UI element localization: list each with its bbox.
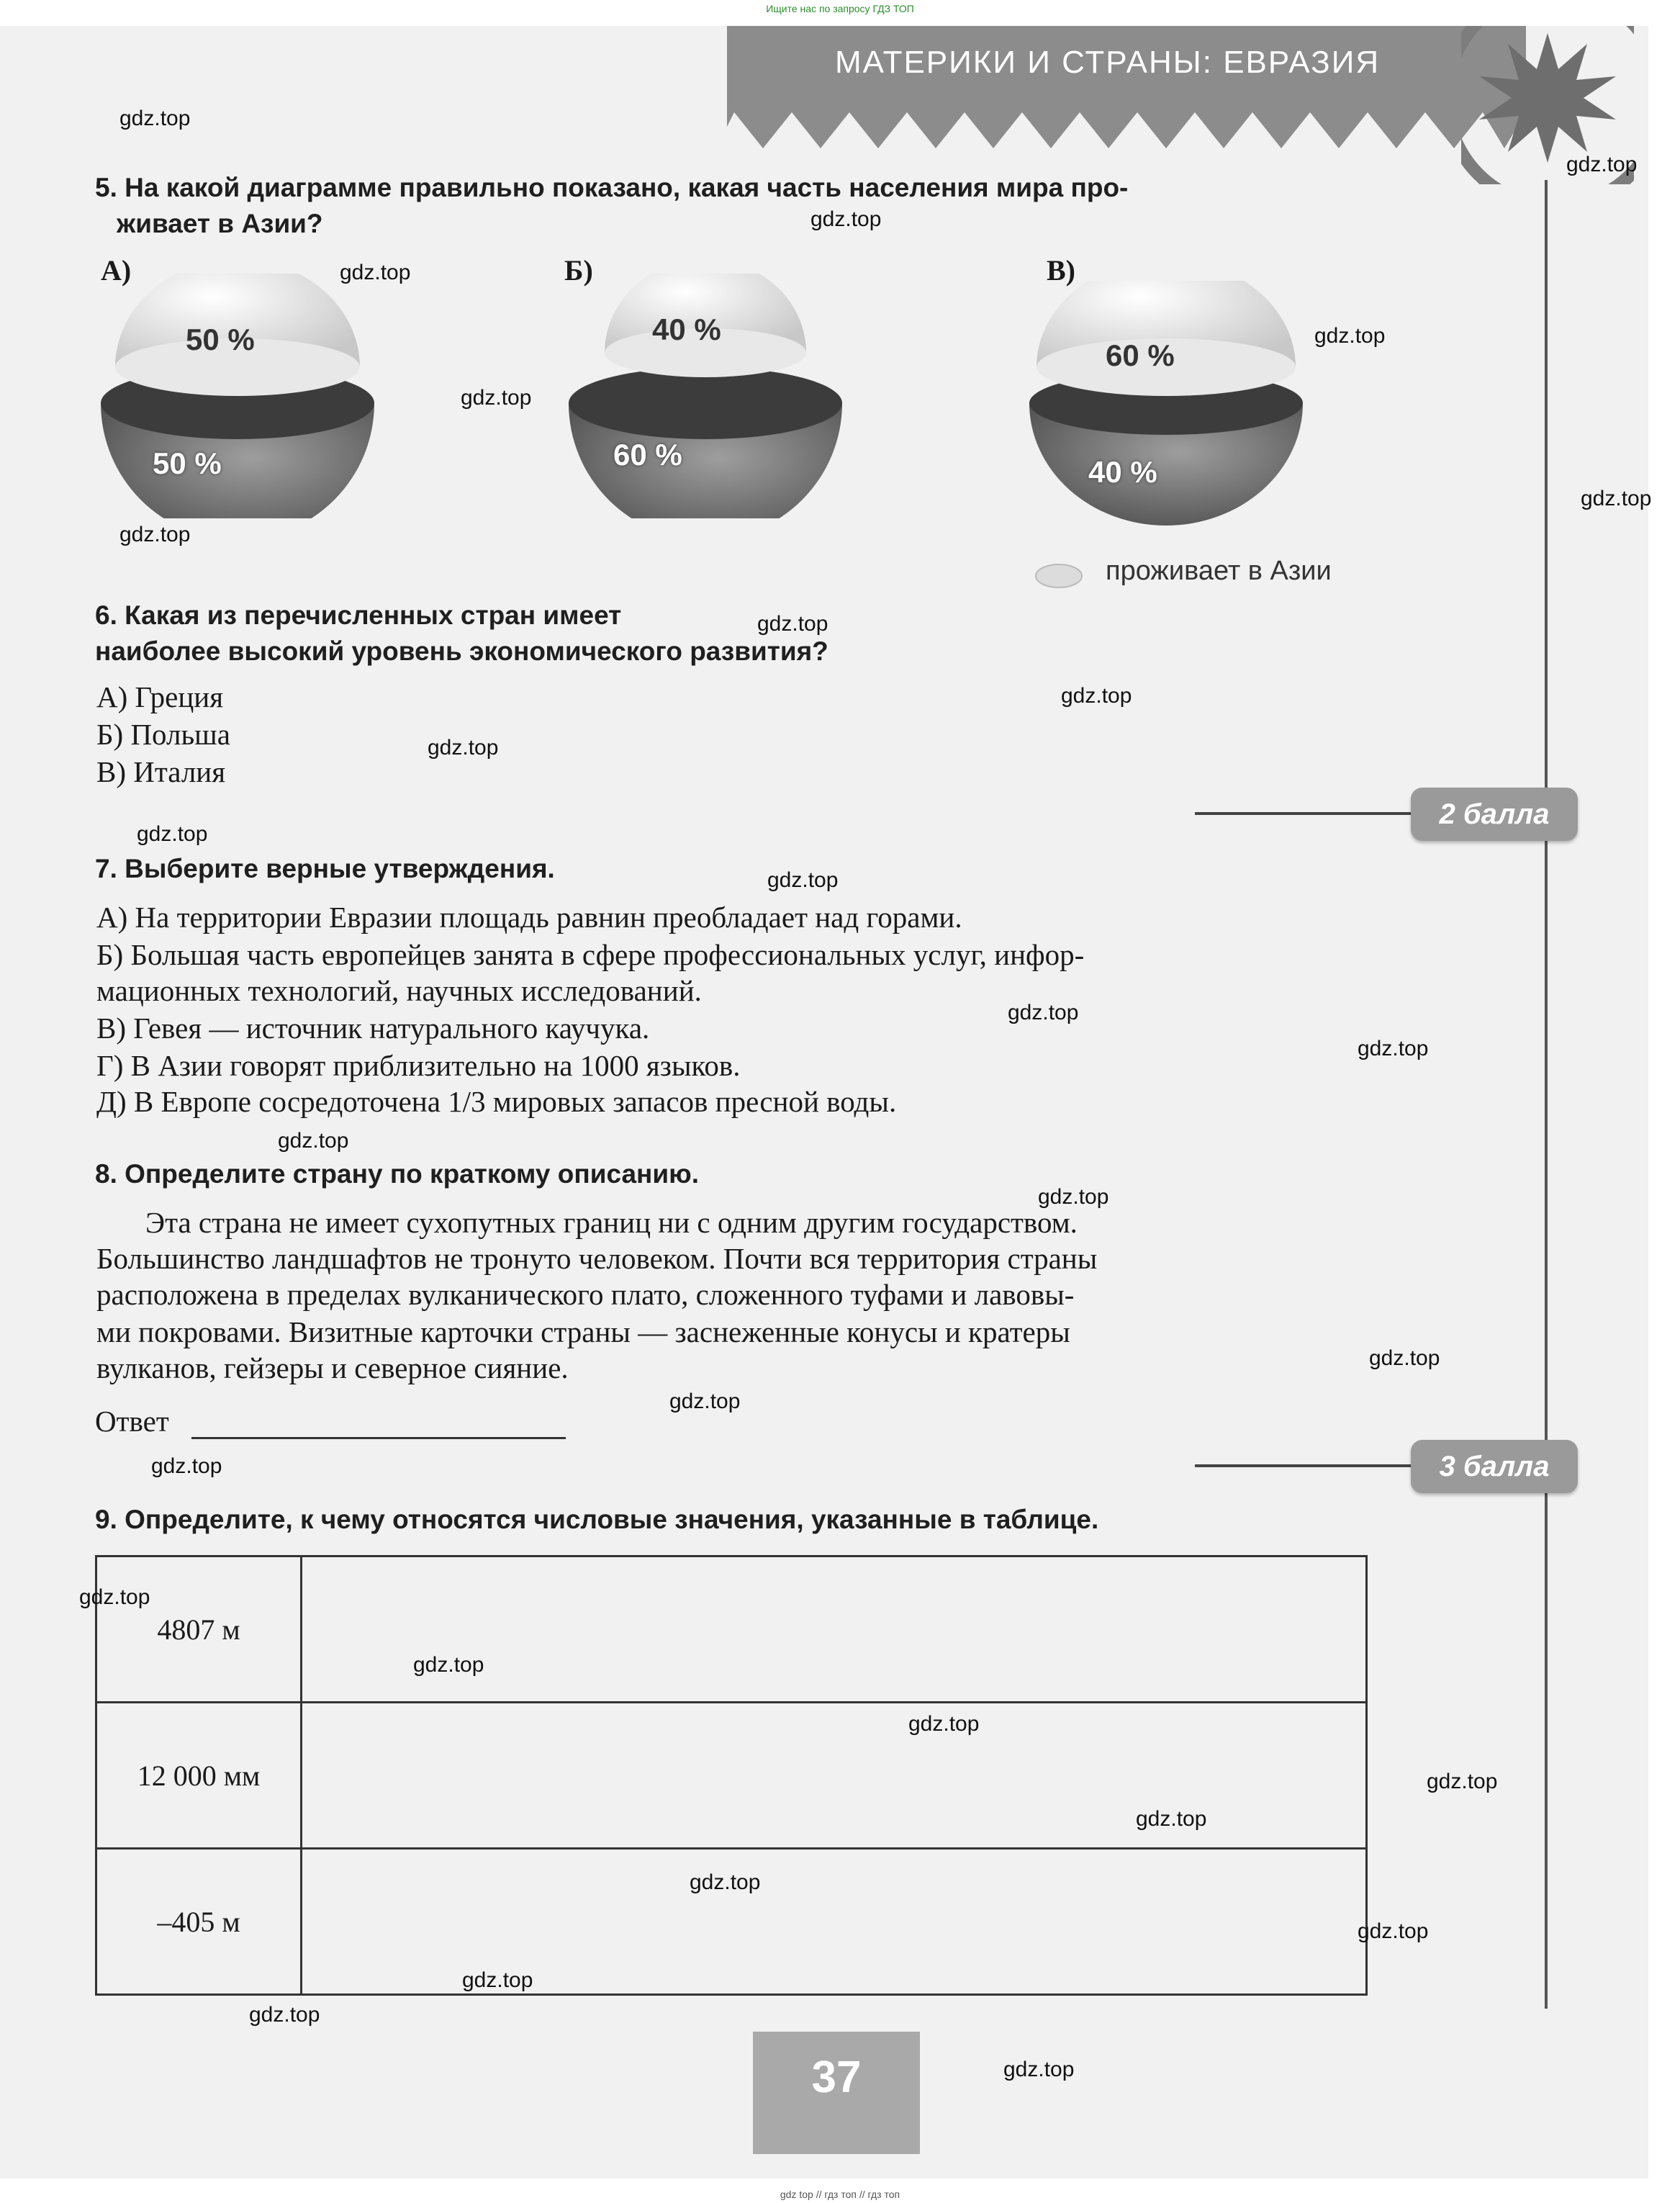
watermark: gdz.top xyxy=(1008,1001,1079,1024)
option-letter: Б) xyxy=(564,254,593,287)
watermark: gdz.top xyxy=(757,612,828,636)
watermark: gdz.top xyxy=(1566,153,1638,176)
watermark: gdz.top xyxy=(151,1454,222,1478)
statement-line: Д) В Европе сосредоточена 1/3 мировых запасов пресной воды. xyxy=(96,1085,897,1118)
bottom-note: gdz top // гдз топ // гдз топ xyxy=(780,2189,900,2200)
watermark: gdz.top xyxy=(278,1129,349,1153)
answer-field[interactable] xyxy=(191,1437,566,1439)
watermark: gdz.top xyxy=(119,523,191,546)
q5-title-line2: живает в Азии? xyxy=(117,209,323,238)
watermark: gdz.top xyxy=(462,1968,533,1992)
watermark: gdz.top xyxy=(669,1389,741,1413)
bottom-percent: 60 % xyxy=(613,438,682,472)
hemisphere-chart-b xyxy=(561,274,849,518)
answer-cell[interactable] xyxy=(302,1556,1367,1703)
q7-title: 7. Выберите верные утверждения. xyxy=(95,854,555,883)
score-divider xyxy=(1195,812,1411,815)
watermark: gdz.top xyxy=(690,1870,761,1894)
legend-label: проживает в Азии xyxy=(1106,556,1332,586)
watermark: gdz.top xyxy=(340,261,411,284)
value-cell: 4807 м xyxy=(96,1556,302,1703)
section-title: МАТЕРИКИ И СТРАНЫ: ЕВРАЗИЯ xyxy=(835,45,1381,80)
q5-title-line1: 5. На какой диаграмме правильно показано, какая часть населения мира про- xyxy=(95,173,1129,202)
top-percent: 40 % xyxy=(652,312,721,346)
watermark: gdz.top xyxy=(119,107,191,130)
watermark: gdz.top xyxy=(1314,324,1386,348)
answer-label: Ответ xyxy=(95,1405,169,1438)
watermark: gdz.top xyxy=(767,868,839,892)
bottom-percent: 50 % xyxy=(153,446,222,480)
answer-cell[interactable] xyxy=(302,1703,1367,1849)
answer-option: В) Италия xyxy=(96,755,226,788)
score-divider xyxy=(1195,1464,1411,1467)
answer-cell[interactable] xyxy=(302,1849,1367,1995)
watermark: gdz.top xyxy=(137,822,208,846)
value-cell: 12 000 мм xyxy=(96,1703,302,1849)
answer-option: А) Греция xyxy=(96,680,224,713)
q9-title: 9. Определите, к чему относятся числовые значения, указанные в таблице. xyxy=(95,1505,1099,1534)
legend-swatch-icon xyxy=(1034,562,1084,590)
watermark: gdz.top xyxy=(413,1653,484,1677)
watermark: gdz.top xyxy=(1358,1037,1429,1060)
watermark: gdz.top xyxy=(1581,487,1652,510)
values-table xyxy=(95,1555,1368,1996)
statement-line: мационных технологий, научных исследований. xyxy=(96,974,702,1007)
watermark: gdz.top xyxy=(1136,1807,1207,1831)
description-line: Большинство ландшафтов не тронуто человеком. Почти вся территория страны xyxy=(96,1242,1098,1275)
q8-title: 8. Определите страну по краткому описанию. xyxy=(95,1159,700,1189)
watermark: gdz.top xyxy=(1358,1919,1429,1943)
bottom-percent: 40 % xyxy=(1088,455,1157,489)
q6-title-line2: наиболее высокий уровень экономического развития? xyxy=(95,636,828,666)
q6-title-line1: 6. Какая из перечисленных стран имеет xyxy=(95,600,622,630)
watermark: gdz.top xyxy=(428,736,499,760)
watermark: gdz.top xyxy=(249,2003,320,2027)
statement-line: А) На территории Евразии площадь равнин преобладает над горами. xyxy=(96,901,962,934)
hemisphere-chart-a xyxy=(94,274,381,518)
margin-rule xyxy=(1545,180,1548,2009)
hemisphere-chart-c xyxy=(1022,281,1310,526)
watermark: gdz.top xyxy=(1369,1346,1440,1370)
description-line: вулканов, гейзеры и северное сияние. xyxy=(96,1351,569,1384)
watermark: gdz.top xyxy=(1038,1185,1109,1209)
watermark: gdz.top xyxy=(1427,1770,1498,1793)
watermark: gdz.top xyxy=(810,207,882,231)
watermark: gdz.top xyxy=(79,1585,150,1609)
option-letter: В) xyxy=(1047,254,1075,287)
top-percent: 60 % xyxy=(1106,338,1175,372)
description-line: ми покровами. Визитные карточки страны — заснеженные конусы и кратеры xyxy=(96,1315,1070,1348)
watermark: gdz.top xyxy=(1061,684,1132,708)
watermark: gdz.top xyxy=(461,386,532,410)
page-number: 37 xyxy=(753,2032,920,2154)
top-note: Ищите нас по запросу ГДЗ ТОП xyxy=(766,3,914,14)
statement-line: В) Гевея — источник натурального каучука. xyxy=(96,1012,650,1045)
score-badge: 2 балла xyxy=(1411,788,1578,841)
watermark: gdz.top xyxy=(908,1712,980,1736)
statement-line: Г) В Азии говорят приблизительно на 1000 языков. xyxy=(96,1049,741,1082)
option-letter: А) xyxy=(101,254,132,287)
score-badge: 3 балла xyxy=(1411,1440,1578,1493)
description-line: расположена в пределах вулканического плато, сложенного туфами и лавовы- xyxy=(96,1278,1075,1311)
table-row xyxy=(96,1556,1367,1703)
top-percent: 50 % xyxy=(186,323,255,356)
watermark: gdz.top xyxy=(1003,2058,1075,2081)
value-cell: –405 м xyxy=(96,1849,302,1995)
description-line: Эта страна не имеет сухопутных границ ни с одним другим государством. xyxy=(145,1206,1078,1239)
statement-line: Б) Большая часть европейцев занята в сфере профессиональных услуг, инфор- xyxy=(96,938,1085,971)
answer-option: Б) Польша xyxy=(96,718,230,751)
